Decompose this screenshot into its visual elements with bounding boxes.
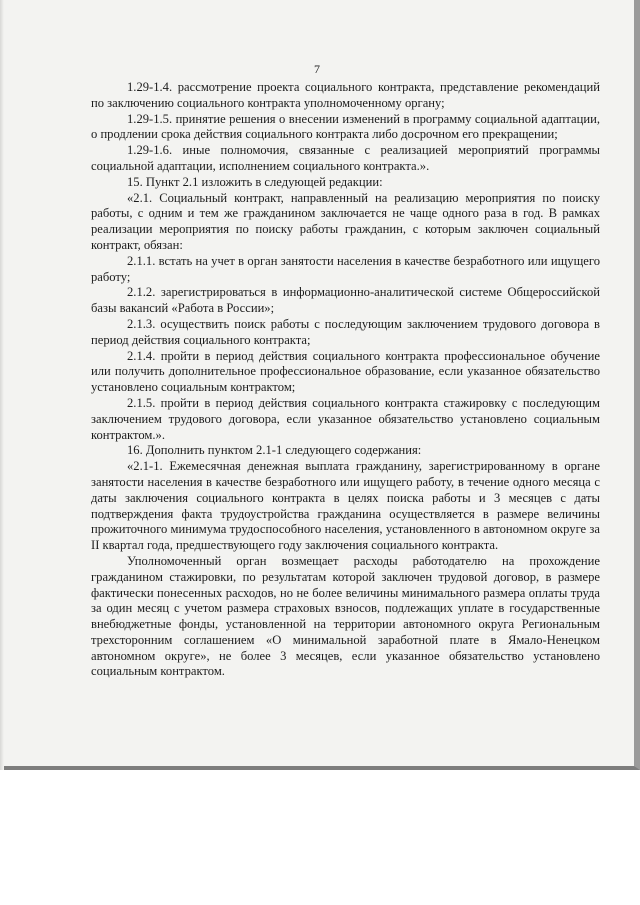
page-number: 7 [314,62,320,76]
paragraph: 16. Дополнить пунктом 2.1-1 следующего содержания: [127,443,422,458]
paragraph: 2.1.1. встать на учет в орган занятости населения в качестве безработного или ищущего работу; [91,253,600,284]
document-body [91,80,600,680]
paragraph: Уполномоченный орган возмещает расходы работодателю на прохождение гражданином стажировки, по результатам которой заключен трудовой договор, в размере фактически понесенных расходов, но не более величины минимального размера оплаты труда за один месяц с учетом размера страховых взносов, подлежащих уплате в государственные внебюджетные фонды, установленной на территории автономного округа Региональным трехсторонним соглашением «О минимальной заработной плате в Ямало-Ненецком автономном округе», не более 3 месяцев, если указанное обязательство установлено социальным контрактом. [91,553,600,679]
paragraph: 2.1.2. зарегистрироваться в информационно-аналитической системе Общероссийской базы вакансий «Работа в России»; [91,285,600,316]
paragraph: 1.29-1.5. принятие решения о внесении изменений в программу социальной адаптации, о продлении срока действия социального контракта либо досрочном его прекращении; [91,111,600,142]
paragraph: «2.1. Социальный контракт, направленный на реализацию мероприятия по поиску работы, с одним и тем же гражданином заключается не чаще одного раза в год. В рамках реализации мероприятия по поиску работы гражданин, с которым заключен социальный контракт, обязан: [91,190,600,252]
paragraph: 1.29-1.4. рассмотрение проекта социального контракта, представление рекомендаций по заключению социального контракта уполномоченному органу; [91,80,600,110]
paragraph: 2.1.3. осуществить поиск работы с последующим заключением трудового договора в период действия социального контракта; [91,316,600,347]
paragraph: 2.1.4. пройти в период действия социального контракта профессиональное обучение или получить дополнительное профессиональное образование, если указанное обязательство установлено социальным контрактом; [91,348,600,395]
scan-edge-shadow [0,0,4,770]
paragraph: 15. Пункт 2.1 изложить в следующей редакции: [127,174,383,189]
paragraph: 1.29-1.6. иные полномочия, связанные с реализацией мероприятий программы социальной адаптации, исполнением социального контракта.». [91,143,600,173]
paragraph: «2.1-1. Ежемесячная денежная выплата гражданину, зарегистрированному в органе занятости населения в качестве безработного или ищущего работу, в течение одного месяца с даты заключения социального контракта в целях поиска работы и 3 месяцев с даты подтверждения факта трудоустройства гражданина осуществляется в размере величины прожиточного минимума трудоспособного населения, установленного в автономном округе за II квартал года, предшествующего году заключения социального контракта. [91,459,600,553]
paragraph: 2.1.5. пройти в период действия социального контракта стажировку с последующим заключением трудового договора, если указанное обязательство установлено социальным контрактом.». [91,395,600,442]
